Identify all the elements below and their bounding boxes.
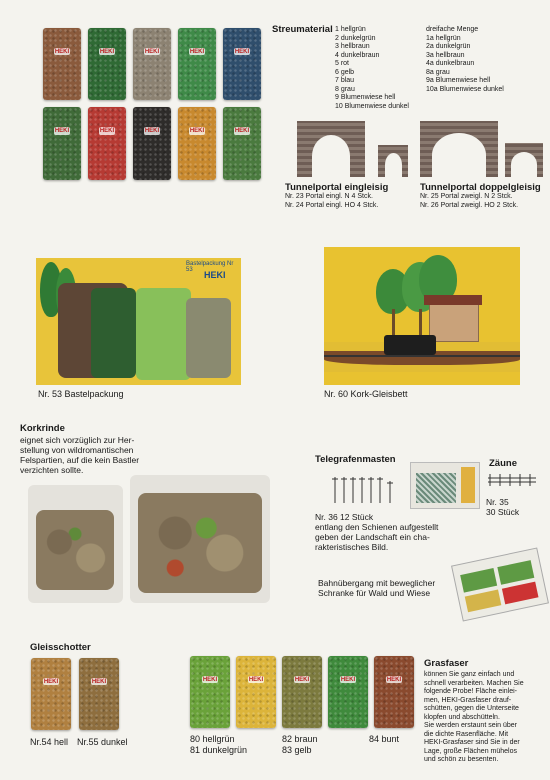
streu-item: 7 blau xyxy=(335,77,355,84)
telegrafenmasten-image xyxy=(330,475,395,505)
portal-single-line: Nr. 23 Portal eingl. N 4 Stck. xyxy=(285,193,373,200)
bastelpackung-caption: Nr. 53 Bastelpackung xyxy=(38,389,124,399)
zaeune-line: Nr. 35 xyxy=(486,497,509,507)
streumaterial-title: Streumaterial xyxy=(272,24,333,35)
korkrinde-line: stellung von wildromantischen xyxy=(20,445,134,455)
bag-streu-6: HEKI xyxy=(43,107,81,180)
grasfaser-line: Sie werden erstaunt sein über xyxy=(424,722,517,729)
bahnuebergang-text xyxy=(318,578,435,598)
grasfaser-caption-bunt: 84 bunt xyxy=(369,734,400,744)
portal-single-line: Nr. 24 Portal eingl. HO 4 Stck. xyxy=(285,201,379,209)
streu-item: 8 grau xyxy=(335,85,355,93)
grasfaser-caption: 82 braun xyxy=(282,734,318,744)
korkrinde-bag-small xyxy=(28,485,123,603)
grasfaser-text xyxy=(424,671,542,765)
kork-gleisbett-photo xyxy=(324,247,520,385)
portal-single-title: Tunnelportal eingleisig xyxy=(285,182,389,193)
streu-item: 6 gelb xyxy=(335,68,355,76)
grasfaser-line: schütten, gegen die Unterseite xyxy=(424,705,519,712)
streu-item: 10a Blumenwiese dunkel xyxy=(426,85,504,93)
grasfaser-line: HEKI-Grasfaser sind Sie in der xyxy=(424,739,520,746)
streu-right-head: dreifache Menge xyxy=(426,26,479,33)
grasfaser-line: klopfen und abschütteln. xyxy=(424,713,500,721)
telegraf-line: geben der Landschaft ein cha- xyxy=(315,532,430,542)
streu-item: 9 Blumenwiese hell xyxy=(335,94,396,101)
streu-item: 9a Blumenwiese hell xyxy=(426,77,491,84)
bag-streu-8: HEKI xyxy=(133,107,171,180)
grasfaser-captions-a xyxy=(190,734,247,756)
korkrinde-text xyxy=(20,435,139,475)
gleisschotter-caption-hell: Nr.54 hell xyxy=(30,737,69,747)
telegraf-line: rakteristisches Bild. xyxy=(315,542,389,552)
korkrinde-bag-large xyxy=(130,475,270,603)
bag-streu-3: HEKI xyxy=(133,28,171,100)
grasfaser-caption: 83 gelb xyxy=(282,745,312,755)
bastel-brand: HEKI xyxy=(204,270,226,280)
bag-gras-84: HEKI xyxy=(374,656,414,728)
streu-item: 10 Blumenwiese dunkel xyxy=(335,102,409,110)
portal-double-block xyxy=(420,182,541,210)
zaeune-image xyxy=(486,472,541,492)
zaeune-title: Zäune xyxy=(489,458,517,469)
bastelpackung-photo xyxy=(36,258,241,385)
korkrinde-title: Korkrinde xyxy=(20,423,65,434)
bahnuebergang-line: Bahnübergang mit beweglicher xyxy=(318,578,436,588)
grasfaser-line: folgende Probe! Fläche einlei- xyxy=(424,688,518,695)
streu-item: 1a hellgrün xyxy=(426,34,461,42)
bag-streu-7: HEKI xyxy=(88,107,126,180)
gleisschotter-title: Gleisschotter xyxy=(30,642,91,653)
streu-item: 2 dunkelgrün xyxy=(335,34,376,42)
streu-item: 5 rot xyxy=(335,60,350,67)
grasfaser-caption: 80 hellgrün xyxy=(190,734,235,744)
streumaterial-list-right xyxy=(426,26,504,94)
streu-item: 2a dunkelgrün xyxy=(426,43,471,50)
bag-gras-82: HEKI xyxy=(282,656,322,728)
telegraf-line: entlang den Schienen aufgestellt xyxy=(315,522,439,532)
streumaterial-list-left xyxy=(335,26,409,111)
zaeune-line: 30 Stück xyxy=(486,507,520,517)
grasfaser-line: schnell verarbeiten. Machen Sie xyxy=(424,679,524,687)
telegrafenmasten-title: Telegrafenmasten xyxy=(315,454,396,465)
bag-streu-4: HEKI xyxy=(178,28,216,100)
korkrinde-line: verzichten sollte. xyxy=(20,465,84,475)
grasfaser-line: können Sie ganz einfach und xyxy=(424,671,515,678)
bahnuebergang-package xyxy=(451,547,549,621)
telegrafenmasten-package xyxy=(410,462,480,509)
bag-schotter-dunkel: HEKI xyxy=(79,658,119,730)
bag-gras-81: HEKI xyxy=(236,656,276,728)
streu-item: 1 hellgrün xyxy=(335,26,366,33)
bag-gras-80: HEKI xyxy=(190,656,230,728)
grasfaser-captions-b xyxy=(282,734,318,756)
zaeune-text xyxy=(486,497,519,517)
grasfaser-line: und schön zu besenten. xyxy=(424,756,499,763)
streu-item: 3a hellbraun xyxy=(426,51,465,59)
bag-streu-9: HEKI xyxy=(178,107,216,180)
grasfaser-line: men, HEKI-Grasfaser drauf- xyxy=(424,696,512,704)
bag-streu-2: HEKI xyxy=(88,28,126,100)
korkrinde-line: Felspartien, auf die kein Bastler xyxy=(20,455,140,465)
streu-item: 8a grau xyxy=(426,68,450,76)
bag-streu-10: HEKI xyxy=(223,107,261,180)
gleisschotter-caption-dunkel: Nr.55 dunkel xyxy=(77,737,128,747)
kork-gleisbett-caption: Nr. 60 Kork-Gleisbett xyxy=(324,389,408,399)
telegraf-line: Nr. 36 12 Stück xyxy=(315,512,374,522)
bag-streu-5: HEKI xyxy=(223,28,261,100)
bastel-box-title: Bastelpackung Nr 53 xyxy=(186,261,234,273)
streu-item: 4a dunkelbraun xyxy=(426,60,475,67)
streu-item: 3 hellbraun xyxy=(335,43,370,50)
bag-streu-1: HEKI xyxy=(43,28,81,100)
grasfaser-line: Lage, große Flächen mühelos xyxy=(424,747,517,755)
bag-schotter-hell: HEKI xyxy=(31,658,71,730)
korkrinde-line: eignet sich vorzüglich zur Her- xyxy=(20,435,135,445)
grasfaser-title: Grasfaser xyxy=(424,658,469,669)
portal-double-title: Tunnelportal doppelgleisig xyxy=(420,182,541,193)
bahnuebergang-line: Schranke für Wald und Wiese xyxy=(318,588,431,598)
streu-item: 4 dunkelbraun xyxy=(335,51,380,59)
bag-gras-83: HEKI xyxy=(328,656,368,728)
portal-single-block xyxy=(285,182,388,210)
portal-double-line: Nr. 26 Portal zweigl. HO 2 Stck. xyxy=(420,201,519,209)
grasfaser-caption: 81 dunkelgrün xyxy=(190,745,248,755)
telegrafenmasten-text xyxy=(315,512,438,552)
grasfaser-line: die dichte Rasenfläche. Mit xyxy=(424,730,509,738)
portal-double-line: Nr. 25 Portal zweigl. N 2 Stck. xyxy=(420,193,513,200)
